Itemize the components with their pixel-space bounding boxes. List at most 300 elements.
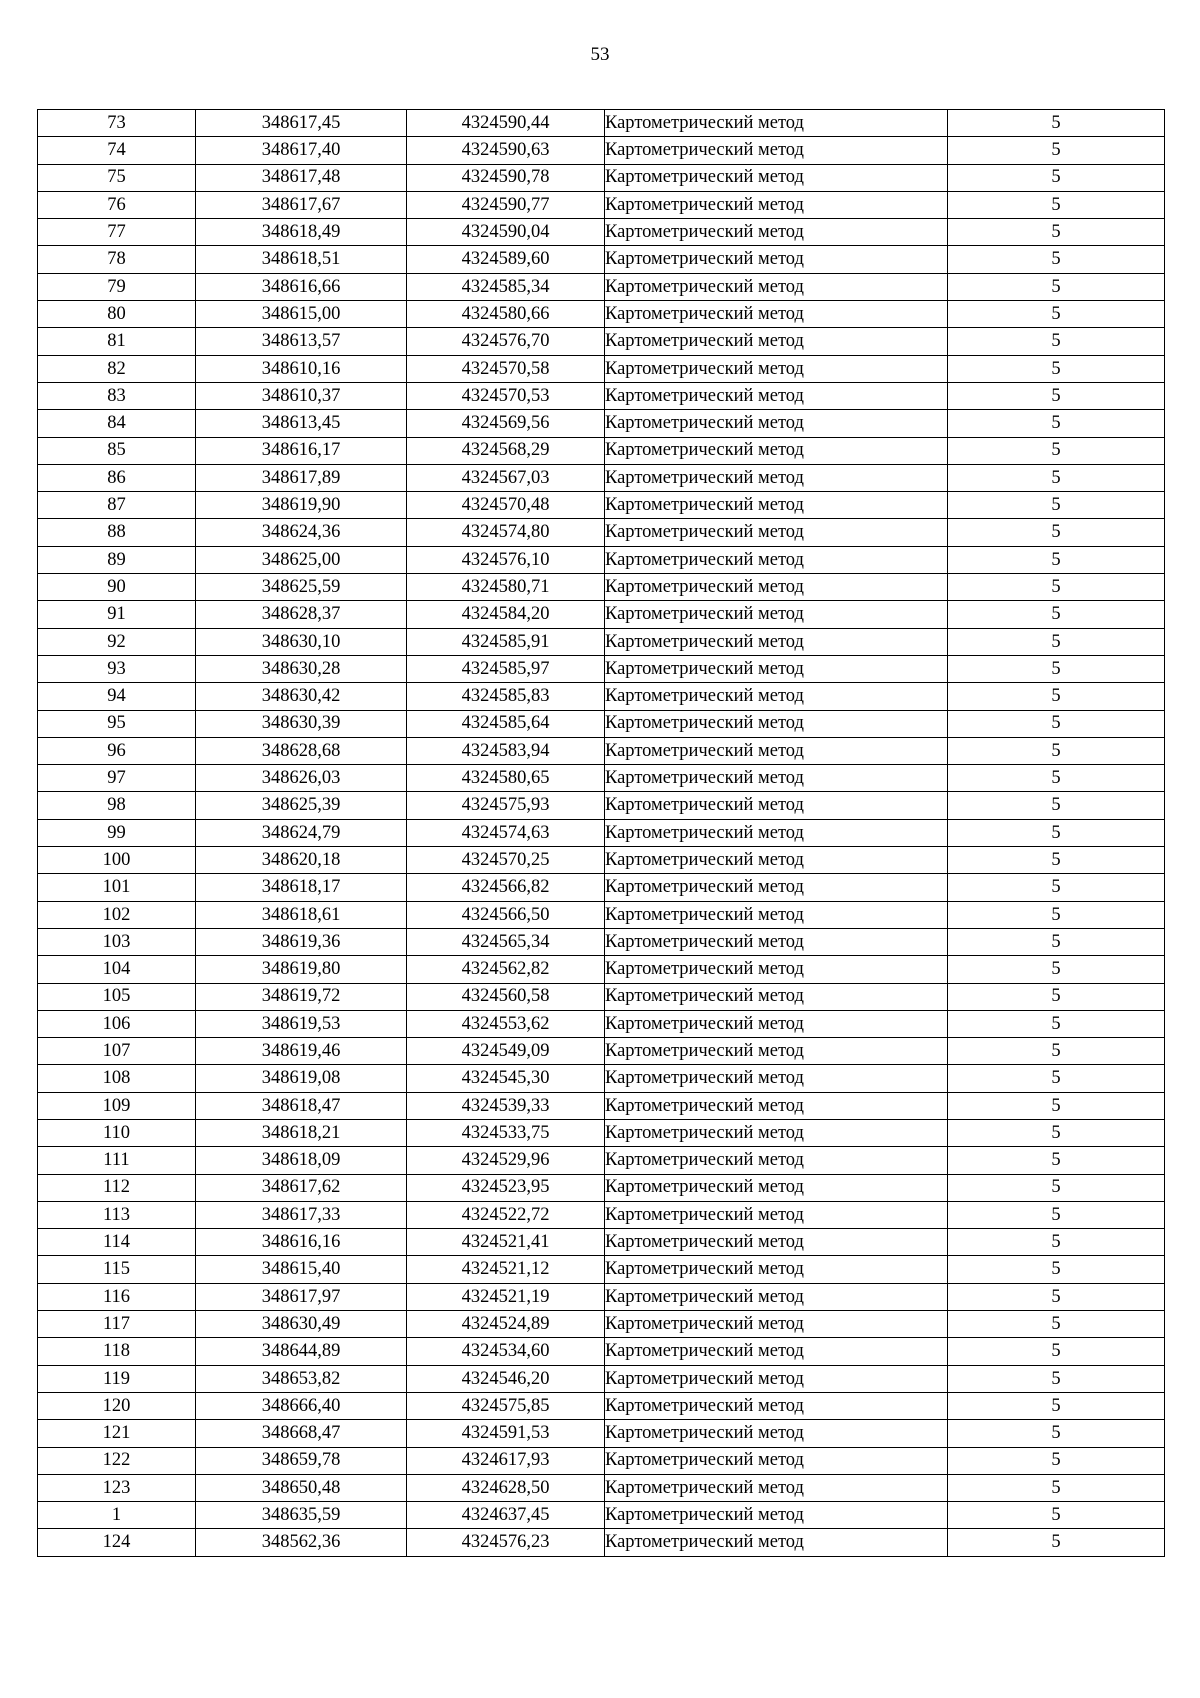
point-number-cell: 88: [38, 519, 196, 546]
y-coordinate-cell: 4324574,80: [407, 519, 605, 546]
x-coordinate-cell: 348635,59: [196, 1502, 407, 1529]
y-coordinate-cell: 4324589,60: [407, 246, 605, 273]
table-row: [38, 1447, 1165, 1474]
table-row: [38, 819, 1165, 846]
accuracy-cell: 5: [948, 546, 1165, 573]
table-row: [38, 191, 1165, 218]
y-coordinate-cell: 4324546,20: [407, 1365, 605, 1392]
point-number-cell: 120: [38, 1392, 196, 1419]
x-coordinate-cell: 348615,00: [196, 301, 407, 328]
point-number-cell: 86: [38, 464, 196, 491]
x-coordinate-cell: 348630,10: [196, 628, 407, 655]
table-row: [38, 628, 1165, 655]
x-coordinate-cell: 348628,37: [196, 601, 407, 628]
table-row: [38, 1065, 1165, 1092]
y-coordinate-cell: 4324521,19: [407, 1283, 605, 1310]
point-number-cell: 80: [38, 301, 196, 328]
method-cell: Картометрический метод: [605, 1229, 948, 1256]
table-row: [38, 328, 1165, 355]
point-number-cell: 75: [38, 164, 196, 191]
method-cell: Картометрический метод: [605, 219, 948, 246]
x-coordinate-cell: 348625,39: [196, 792, 407, 819]
point-number-cell: 114: [38, 1229, 196, 1256]
table-row: [38, 1119, 1165, 1146]
accuracy-cell: 5: [948, 1174, 1165, 1201]
table-row: [38, 1529, 1165, 1556]
method-cell: Картометрический метод: [605, 1256, 948, 1283]
y-coordinate-cell: 4324585,91: [407, 628, 605, 655]
point-number-cell: 123: [38, 1474, 196, 1501]
y-coordinate-cell: 4324534,60: [407, 1338, 605, 1365]
point-number-cell: 99: [38, 819, 196, 846]
accuracy-cell: 5: [948, 328, 1165, 355]
accuracy-cell: 5: [948, 1010, 1165, 1037]
y-coordinate-cell: 4324565,34: [407, 928, 605, 955]
point-number-cell: 90: [38, 574, 196, 601]
accuracy-cell: 5: [948, 137, 1165, 164]
point-number-cell: 79: [38, 273, 196, 300]
accuracy-cell: 5: [948, 655, 1165, 682]
table-row: [38, 246, 1165, 273]
method-cell: Картометрический метод: [605, 901, 948, 928]
x-coordinate-cell: 348613,57: [196, 328, 407, 355]
point-number-cell: 85: [38, 437, 196, 464]
method-cell: Картометрический метод: [605, 1529, 948, 1556]
accuracy-cell: 5: [948, 464, 1165, 491]
accuracy-cell: 5: [948, 901, 1165, 928]
table-row: [38, 219, 1165, 246]
x-coordinate-cell: 348617,45: [196, 110, 407, 137]
accuracy-cell: 5: [948, 1420, 1165, 1447]
point-number-cell: 74: [38, 137, 196, 164]
x-coordinate-cell: 348618,51: [196, 246, 407, 273]
accuracy-cell: 5: [948, 601, 1165, 628]
point-number-cell: 98: [38, 792, 196, 819]
x-coordinate-cell: 348619,53: [196, 1010, 407, 1037]
y-coordinate-cell: 4324591,53: [407, 1420, 605, 1447]
point-number-cell: 119: [38, 1365, 196, 1392]
x-coordinate-cell: 348630,39: [196, 710, 407, 737]
y-coordinate-cell: 4324576,23: [407, 1529, 605, 1556]
point-number-cell: 82: [38, 355, 196, 382]
accuracy-cell: 5: [948, 819, 1165, 846]
x-coordinate-cell: 348625,00: [196, 546, 407, 573]
point-number-cell: 121: [38, 1420, 196, 1447]
x-coordinate-cell: 348619,08: [196, 1065, 407, 1092]
x-coordinate-cell: 348659,78: [196, 1447, 407, 1474]
point-number-cell: 87: [38, 492, 196, 519]
y-coordinate-cell: 4324590,44: [407, 110, 605, 137]
point-number-cell: 107: [38, 1038, 196, 1065]
table-row: [38, 1392, 1165, 1419]
x-coordinate-cell: 348616,16: [196, 1229, 407, 1256]
x-coordinate-cell: 348615,40: [196, 1256, 407, 1283]
x-coordinate-cell: 348619,80: [196, 956, 407, 983]
point-number-cell: 84: [38, 410, 196, 437]
y-coordinate-cell: 4324529,96: [407, 1147, 605, 1174]
accuracy-cell: 5: [948, 1392, 1165, 1419]
y-coordinate-cell: 4324523,95: [407, 1174, 605, 1201]
table-row: [38, 737, 1165, 764]
point-number-cell: 97: [38, 765, 196, 792]
x-coordinate-cell: 348617,67: [196, 191, 407, 218]
method-cell: Картометрический метод: [605, 519, 948, 546]
point-number-cell: 92: [38, 628, 196, 655]
table-row: [38, 1201, 1165, 1228]
method-cell: Картометрический метод: [605, 1447, 948, 1474]
method-cell: Картометрический метод: [605, 301, 948, 328]
accuracy-cell: 5: [948, 1502, 1165, 1529]
accuracy-cell: 5: [948, 710, 1165, 737]
x-coordinate-cell: 348618,21: [196, 1119, 407, 1146]
y-coordinate-cell: 4324585,34: [407, 273, 605, 300]
accuracy-cell: 5: [948, 1474, 1165, 1501]
method-cell: Картометрический метод: [605, 464, 948, 491]
method-cell: Картометрический метод: [605, 792, 948, 819]
x-coordinate-cell: 348616,66: [196, 273, 407, 300]
accuracy-cell: 5: [948, 246, 1165, 273]
table-row: [38, 1338, 1165, 1365]
y-coordinate-cell: 4324560,58: [407, 983, 605, 1010]
accuracy-cell: 5: [948, 301, 1165, 328]
point-number-cell: 91: [38, 601, 196, 628]
table-row: [38, 273, 1165, 300]
table-row: [38, 683, 1165, 710]
table-row: [38, 765, 1165, 792]
table-row: [38, 655, 1165, 682]
y-coordinate-cell: 4324566,50: [407, 901, 605, 928]
accuracy-cell: 5: [948, 1256, 1165, 1283]
y-coordinate-cell: 4324580,66: [407, 301, 605, 328]
table-row: [38, 1311, 1165, 1338]
method-cell: Картометрический метод: [605, 1392, 948, 1419]
table-row: [38, 110, 1165, 137]
y-coordinate-cell: 4324590,04: [407, 219, 605, 246]
y-coordinate-cell: 4324570,53: [407, 382, 605, 409]
method-cell: Картометрический метод: [605, 1038, 948, 1065]
table-row: [38, 1474, 1165, 1501]
point-number-cell: 106: [38, 1010, 196, 1037]
method-cell: Картометрический метод: [605, 110, 948, 137]
point-number-cell: 94: [38, 683, 196, 710]
method-cell: Картометрический метод: [605, 355, 948, 382]
accuracy-cell: 5: [948, 164, 1165, 191]
table-row: [38, 1147, 1165, 1174]
table-row: [38, 1365, 1165, 1392]
table-row: [38, 874, 1165, 901]
table-row: [38, 1092, 1165, 1119]
table-row: [38, 983, 1165, 1010]
method-cell: Картометрический метод: [605, 437, 948, 464]
point-number-cell: 113: [38, 1201, 196, 1228]
method-cell: Картометрический метод: [605, 1420, 948, 1447]
page-number: 53: [590, 44, 610, 65]
point-number-cell: 100: [38, 847, 196, 874]
x-coordinate-cell: 348653,82: [196, 1365, 407, 1392]
point-number-cell: 102: [38, 901, 196, 928]
y-coordinate-cell: 4324549,09: [407, 1038, 605, 1065]
x-coordinate-cell: 348619,90: [196, 492, 407, 519]
table-row: [38, 355, 1165, 382]
table-row: [38, 519, 1165, 546]
accuracy-cell: 5: [948, 191, 1165, 218]
table-row: [38, 710, 1165, 737]
x-coordinate-cell: 348624,79: [196, 819, 407, 846]
table-row: [38, 382, 1165, 409]
method-cell: Картометрический метод: [605, 1174, 948, 1201]
table-row: [38, 1010, 1165, 1037]
point-number-cell: 73: [38, 110, 196, 137]
x-coordinate-cell: 348610,37: [196, 382, 407, 409]
table-row: [38, 574, 1165, 601]
accuracy-cell: 5: [948, 1065, 1165, 1092]
table-row: [38, 492, 1165, 519]
x-coordinate-cell: 348610,16: [196, 355, 407, 382]
method-cell: Картометрический метод: [605, 492, 948, 519]
y-coordinate-cell: 4324590,78: [407, 164, 605, 191]
accuracy-cell: 5: [948, 1092, 1165, 1119]
accuracy-cell: 5: [948, 519, 1165, 546]
point-number-cell: 83: [38, 382, 196, 409]
accuracy-cell: 5: [948, 928, 1165, 955]
accuracy-cell: 5: [948, 1038, 1165, 1065]
accuracy-cell: 5: [948, 792, 1165, 819]
method-cell: Картометрический метод: [605, 1147, 948, 1174]
x-coordinate-cell: 348617,33: [196, 1201, 407, 1228]
x-coordinate-cell: 348619,72: [196, 983, 407, 1010]
x-coordinate-cell: 348630,49: [196, 1311, 407, 1338]
y-coordinate-cell: 4324585,64: [407, 710, 605, 737]
y-coordinate-cell: 4324568,29: [407, 437, 605, 464]
table-row: [38, 164, 1165, 191]
point-number-cell: 110: [38, 1119, 196, 1146]
point-number-cell: 77: [38, 219, 196, 246]
accuracy-cell: 5: [948, 737, 1165, 764]
point-number-cell: 1: [38, 1502, 196, 1529]
accuracy-cell: 5: [948, 410, 1165, 437]
accuracy-cell: 5: [948, 1119, 1165, 1146]
method-cell: Картометрический метод: [605, 1338, 948, 1365]
y-coordinate-cell: 4324524,89: [407, 1311, 605, 1338]
accuracy-cell: 5: [948, 956, 1165, 983]
y-coordinate-cell: 4324575,85: [407, 1392, 605, 1419]
y-coordinate-cell: 4324590,63: [407, 137, 605, 164]
y-coordinate-cell: 4324562,82: [407, 956, 605, 983]
table-row: [38, 601, 1165, 628]
point-number-cell: 116: [38, 1283, 196, 1310]
point-number-cell: 78: [38, 246, 196, 273]
point-number-cell: 111: [38, 1147, 196, 1174]
method-cell: Картометрический метод: [605, 1119, 948, 1146]
accuracy-cell: 5: [948, 1283, 1165, 1310]
method-cell: Картометрический метод: [605, 683, 948, 710]
y-coordinate-cell: 4324533,75: [407, 1119, 605, 1146]
table-row: [38, 1283, 1165, 1310]
method-cell: Картометрический метод: [605, 601, 948, 628]
y-coordinate-cell: 4324583,94: [407, 737, 605, 764]
point-number-cell: 101: [38, 874, 196, 901]
y-coordinate-cell: 4324539,33: [407, 1092, 605, 1119]
accuracy-cell: 5: [948, 1229, 1165, 1256]
method-cell: Картометрический метод: [605, 1474, 948, 1501]
x-coordinate-cell: 348628,68: [196, 737, 407, 764]
x-coordinate-cell: 348668,47: [196, 1420, 407, 1447]
method-cell: Картометрический метод: [605, 273, 948, 300]
y-coordinate-cell: 4324521,41: [407, 1229, 605, 1256]
y-coordinate-cell: 4324521,12: [407, 1256, 605, 1283]
table-row: [38, 1502, 1165, 1529]
point-number-cell: 89: [38, 546, 196, 573]
x-coordinate-cell: 348618,17: [196, 874, 407, 901]
accuracy-cell: 5: [948, 1338, 1165, 1365]
method-cell: Картометрический метод: [605, 655, 948, 682]
x-coordinate-cell: 348630,28: [196, 655, 407, 682]
x-coordinate-cell: 348625,59: [196, 574, 407, 601]
y-coordinate-cell: 4324545,30: [407, 1065, 605, 1092]
y-coordinate-cell: 4324617,93: [407, 1447, 605, 1474]
x-coordinate-cell: 348618,61: [196, 901, 407, 928]
point-number-cell: 112: [38, 1174, 196, 1201]
point-number-cell: 117: [38, 1311, 196, 1338]
method-cell: Картометрический метод: [605, 328, 948, 355]
x-coordinate-cell: 348650,48: [196, 1474, 407, 1501]
method-cell: Картометрический метод: [605, 874, 948, 901]
y-coordinate-cell: 4324580,71: [407, 574, 605, 601]
point-number-cell: 118: [38, 1338, 196, 1365]
point-number-cell: 122: [38, 1447, 196, 1474]
y-coordinate-cell: 4324585,83: [407, 683, 605, 710]
point-number-cell: 96: [38, 737, 196, 764]
y-coordinate-cell: 4324576,70: [407, 328, 605, 355]
accuracy-cell: 5: [948, 874, 1165, 901]
method-cell: Картометрический метод: [605, 1201, 948, 1228]
x-coordinate-cell: 348613,45: [196, 410, 407, 437]
method-cell: Картометрический метод: [605, 847, 948, 874]
table-row: [38, 901, 1165, 928]
y-coordinate-cell: 4324570,58: [407, 355, 605, 382]
method-cell: Картометрический метод: [605, 1365, 948, 1392]
y-coordinate-cell: 4324567,03: [407, 464, 605, 491]
y-coordinate-cell: 4324522,72: [407, 1201, 605, 1228]
y-coordinate-cell: 4324570,25: [407, 847, 605, 874]
y-coordinate-cell: 4324628,50: [407, 1474, 605, 1501]
x-coordinate-cell: 348617,89: [196, 464, 407, 491]
x-coordinate-cell: 348618,47: [196, 1092, 407, 1119]
x-coordinate-cell: 348616,17: [196, 437, 407, 464]
table-row: [38, 847, 1165, 874]
x-coordinate-cell: 348562,36: [196, 1529, 407, 1556]
accuracy-cell: 5: [948, 765, 1165, 792]
table-row: [38, 956, 1165, 983]
method-cell: Картометрический метод: [605, 246, 948, 273]
x-coordinate-cell: 348618,09: [196, 1147, 407, 1174]
method-cell: Картометрический метод: [605, 819, 948, 846]
method-cell: Картометрический метод: [605, 765, 948, 792]
table-row: [38, 1420, 1165, 1447]
y-coordinate-cell: 4324576,10: [407, 546, 605, 573]
method-cell: Картометрический метод: [605, 382, 948, 409]
point-number-cell: 76: [38, 191, 196, 218]
accuracy-cell: 5: [948, 683, 1165, 710]
accuracy-cell: 5: [948, 847, 1165, 874]
x-coordinate-cell: 348619,46: [196, 1038, 407, 1065]
x-coordinate-cell: 348624,36: [196, 519, 407, 546]
method-cell: Картометрический метод: [605, 983, 948, 1010]
y-coordinate-cell: 4324575,93: [407, 792, 605, 819]
table-row: [38, 301, 1165, 328]
table-row: [38, 928, 1165, 955]
accuracy-cell: 5: [948, 110, 1165, 137]
y-coordinate-cell: 4324566,82: [407, 874, 605, 901]
table-row: [38, 792, 1165, 819]
coordinates-table: [37, 109, 1165, 1557]
accuracy-cell: 5: [948, 1529, 1165, 1556]
method-cell: Картометрический метод: [605, 574, 948, 601]
table-row: [38, 1038, 1165, 1065]
method-cell: Картометрический метод: [605, 164, 948, 191]
y-coordinate-cell: 4324637,45: [407, 1502, 605, 1529]
table-row: [38, 464, 1165, 491]
table-row: [38, 410, 1165, 437]
method-cell: Картометрический метод: [605, 191, 948, 218]
table-row: [38, 1229, 1165, 1256]
point-number-cell: 95: [38, 710, 196, 737]
y-coordinate-cell: 4324574,63: [407, 819, 605, 846]
method-cell: Картометрический метод: [605, 710, 948, 737]
x-coordinate-cell: 348644,89: [196, 1338, 407, 1365]
x-coordinate-cell: 348617,97: [196, 1283, 407, 1310]
y-coordinate-cell: 4324570,48: [407, 492, 605, 519]
method-cell: Картометрический метод: [605, 546, 948, 573]
y-coordinate-cell: 4324580,65: [407, 765, 605, 792]
method-cell: Картометрический метод: [605, 410, 948, 437]
accuracy-cell: 5: [948, 273, 1165, 300]
method-cell: Картометрический метод: [605, 928, 948, 955]
point-number-cell: 93: [38, 655, 196, 682]
x-coordinate-cell: 348617,48: [196, 164, 407, 191]
method-cell: Картометрический метод: [605, 956, 948, 983]
x-coordinate-cell: 348630,42: [196, 683, 407, 710]
x-coordinate-cell: 348618,49: [196, 219, 407, 246]
accuracy-cell: 5: [948, 574, 1165, 601]
coordinates-table-body: [38, 110, 1165, 1557]
point-number-cell: 81: [38, 328, 196, 355]
point-number-cell: 104: [38, 956, 196, 983]
y-coordinate-cell: 4324584,20: [407, 601, 605, 628]
accuracy-cell: 5: [948, 628, 1165, 655]
point-number-cell: 108: [38, 1065, 196, 1092]
table-row: [38, 546, 1165, 573]
method-cell: Картометрический метод: [605, 628, 948, 655]
method-cell: Картометрический метод: [605, 1283, 948, 1310]
point-number-cell: 109: [38, 1092, 196, 1119]
method-cell: Картометрический метод: [605, 1065, 948, 1092]
y-coordinate-cell: 4324553,62: [407, 1010, 605, 1037]
table-row: [38, 1256, 1165, 1283]
method-cell: Картометрический метод: [605, 1502, 948, 1529]
accuracy-cell: 5: [948, 1447, 1165, 1474]
x-coordinate-cell: 348617,62: [196, 1174, 407, 1201]
accuracy-cell: 5: [948, 1365, 1165, 1392]
accuracy-cell: 5: [948, 1201, 1165, 1228]
table-row: [38, 137, 1165, 164]
table-row: [38, 437, 1165, 464]
method-cell: Картометрический метод: [605, 137, 948, 164]
accuracy-cell: 5: [948, 382, 1165, 409]
x-coordinate-cell: 348666,40: [196, 1392, 407, 1419]
y-coordinate-cell: 4324585,97: [407, 655, 605, 682]
accuracy-cell: 5: [948, 355, 1165, 382]
